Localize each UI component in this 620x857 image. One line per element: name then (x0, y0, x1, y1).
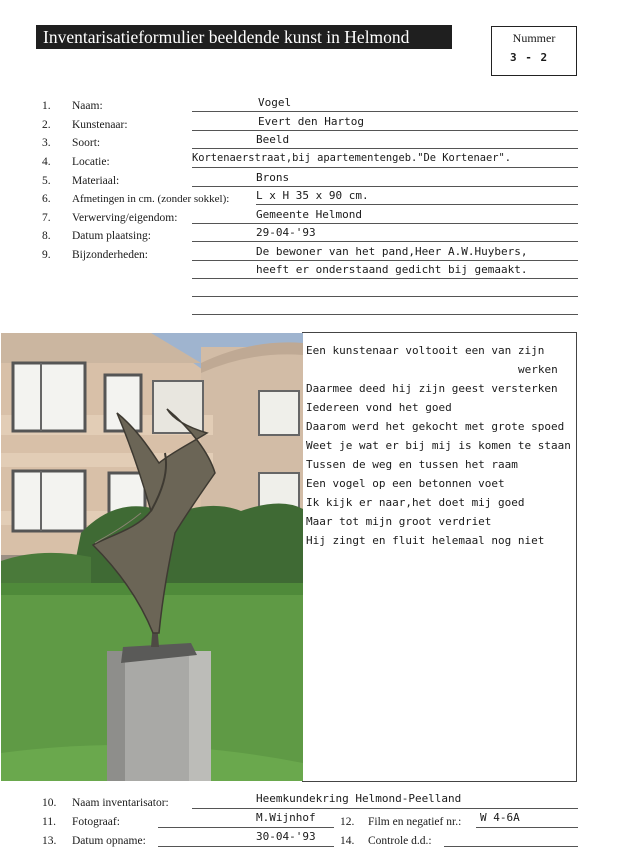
poem-line: Ik kijk er naar,het doet mij goed (306, 496, 525, 509)
form-title: Inventarisatieformulier beeldende kunst in Helmond (36, 25, 452, 49)
field-line (192, 296, 578, 297)
poem-line: Daarom werd het gekocht met grote spoed (306, 420, 565, 433)
field-line (192, 278, 578, 279)
field-number: 13. (42, 835, 57, 847)
field-number: 5. (42, 175, 51, 187)
field-value-film-negatief: W 4-6A (480, 811, 520, 824)
field-label: Afmetingen in cm. (zonder sokkel): (72, 193, 230, 205)
field-line (192, 260, 578, 261)
field-number: 9. (42, 249, 51, 261)
field-value-bijzonderheden: De bewoner van het pand,Heer A.W.Huybers, (256, 245, 528, 258)
field-label: Naam inventarisator: (72, 797, 169, 809)
field-label: Locatie: (72, 156, 110, 168)
nummer-label: Nummer (512, 31, 556, 45)
field-value-kunstenaar: Evert den Hartog (258, 115, 364, 128)
field-line (158, 827, 334, 828)
field-value-datum-plaatsing: 29-04-'93 (256, 226, 316, 239)
poem-line: Weet je wat er bij mij is komen te staan (306, 439, 571, 452)
field-value-afmetingen: L x H 35 x 90 cm. (256, 189, 369, 202)
field-line (192, 186, 578, 187)
field-value-bijzonderheden-2: heeft er onderstaand gedicht bij gemaakt. (256, 263, 528, 276)
field-label: Datum plaatsing: (72, 230, 151, 242)
poem-line: Een vogel op een betonnen voet (306, 477, 505, 490)
poem-line: Hij zingt en fluit helemaal nog niet (306, 534, 545, 547)
field-row-datum-opname (0, 830, 620, 853)
field-number: 6. (42, 193, 51, 205)
field-line (192, 167, 578, 168)
field-label: Soort: (72, 137, 101, 149)
field-number: 4. (42, 156, 51, 168)
field-line (192, 148, 578, 149)
field-line (256, 204, 578, 205)
field-number: 3. (42, 137, 51, 149)
field-number: 14. (340, 835, 355, 847)
field-value-naam-inventarisator: Heemkundekring Helmond-Peelland (256, 792, 462, 805)
field-label: Datum opname: (72, 835, 146, 847)
nummer-value: 3 - 2 (510, 51, 549, 64)
field-label: Film en negatief nr.: (368, 816, 462, 828)
field-label: Naam: (72, 100, 103, 112)
field-label: Fotograaf: (72, 816, 120, 828)
field-label: Bijzonderheden: (72, 249, 149, 261)
field-line (192, 130, 578, 131)
field-value-fotograaf: M.Wijnhof (256, 811, 316, 824)
field-row-blank (0, 285, 620, 303)
field-line (158, 846, 334, 847)
field-value-verwerving: Gemeente Helmond (256, 208, 362, 221)
field-line (192, 808, 578, 809)
sculpture-photo (1, 333, 303, 781)
poem-line: Tussen de weg en tussen het raam (306, 458, 518, 471)
field-line (192, 241, 578, 242)
field-line (192, 314, 578, 315)
field-value-naam: Vogel (258, 96, 292, 109)
field-line (476, 827, 578, 828)
field-line (444, 846, 578, 847)
field-number: 7. (42, 212, 51, 224)
poem-line: Een kunstenaar voltooit een van zijn (306, 344, 545, 357)
field-row-kunstenaar (0, 115, 620, 137)
field-label: Materiaal: (72, 175, 120, 187)
field-row-blank (0, 303, 620, 321)
field-label: Controle d.d.: (368, 835, 432, 847)
poem (306, 341, 571, 550)
field-label: Verwerving/eigendom: (72, 212, 178, 224)
poem-line: Maar tot mijn groot verdriet (306, 515, 492, 528)
poem-line: Iedereen vond het goed (306, 401, 452, 414)
field-number: 2. (42, 119, 51, 131)
field-value-materiaal: Brons (256, 171, 290, 184)
field-value-locatie: Kortenaerstraat,bij apartementengeb."De Kortenaer". (192, 152, 512, 164)
field-label: Kunstenaar: (72, 119, 128, 131)
poem-line: Daarmee deed hij zijn geest versterken (306, 382, 558, 395)
field-row-locatie (0, 152, 620, 174)
poem-line: werken (518, 363, 558, 376)
field-line (192, 111, 578, 112)
field-number: 8. (42, 230, 51, 242)
field-number: 10. (42, 797, 57, 809)
nummer-box (491, 26, 577, 76)
field-value-datum-opname: 30-04-'93 (256, 830, 316, 843)
field-line (192, 223, 578, 224)
field-number: 11. (42, 816, 56, 828)
field-number: 12. (340, 816, 355, 828)
field-number: 1. (42, 100, 51, 112)
field-value-soort: Beeld (256, 133, 290, 146)
field-row-bijzonderheden-2 (0, 263, 620, 285)
